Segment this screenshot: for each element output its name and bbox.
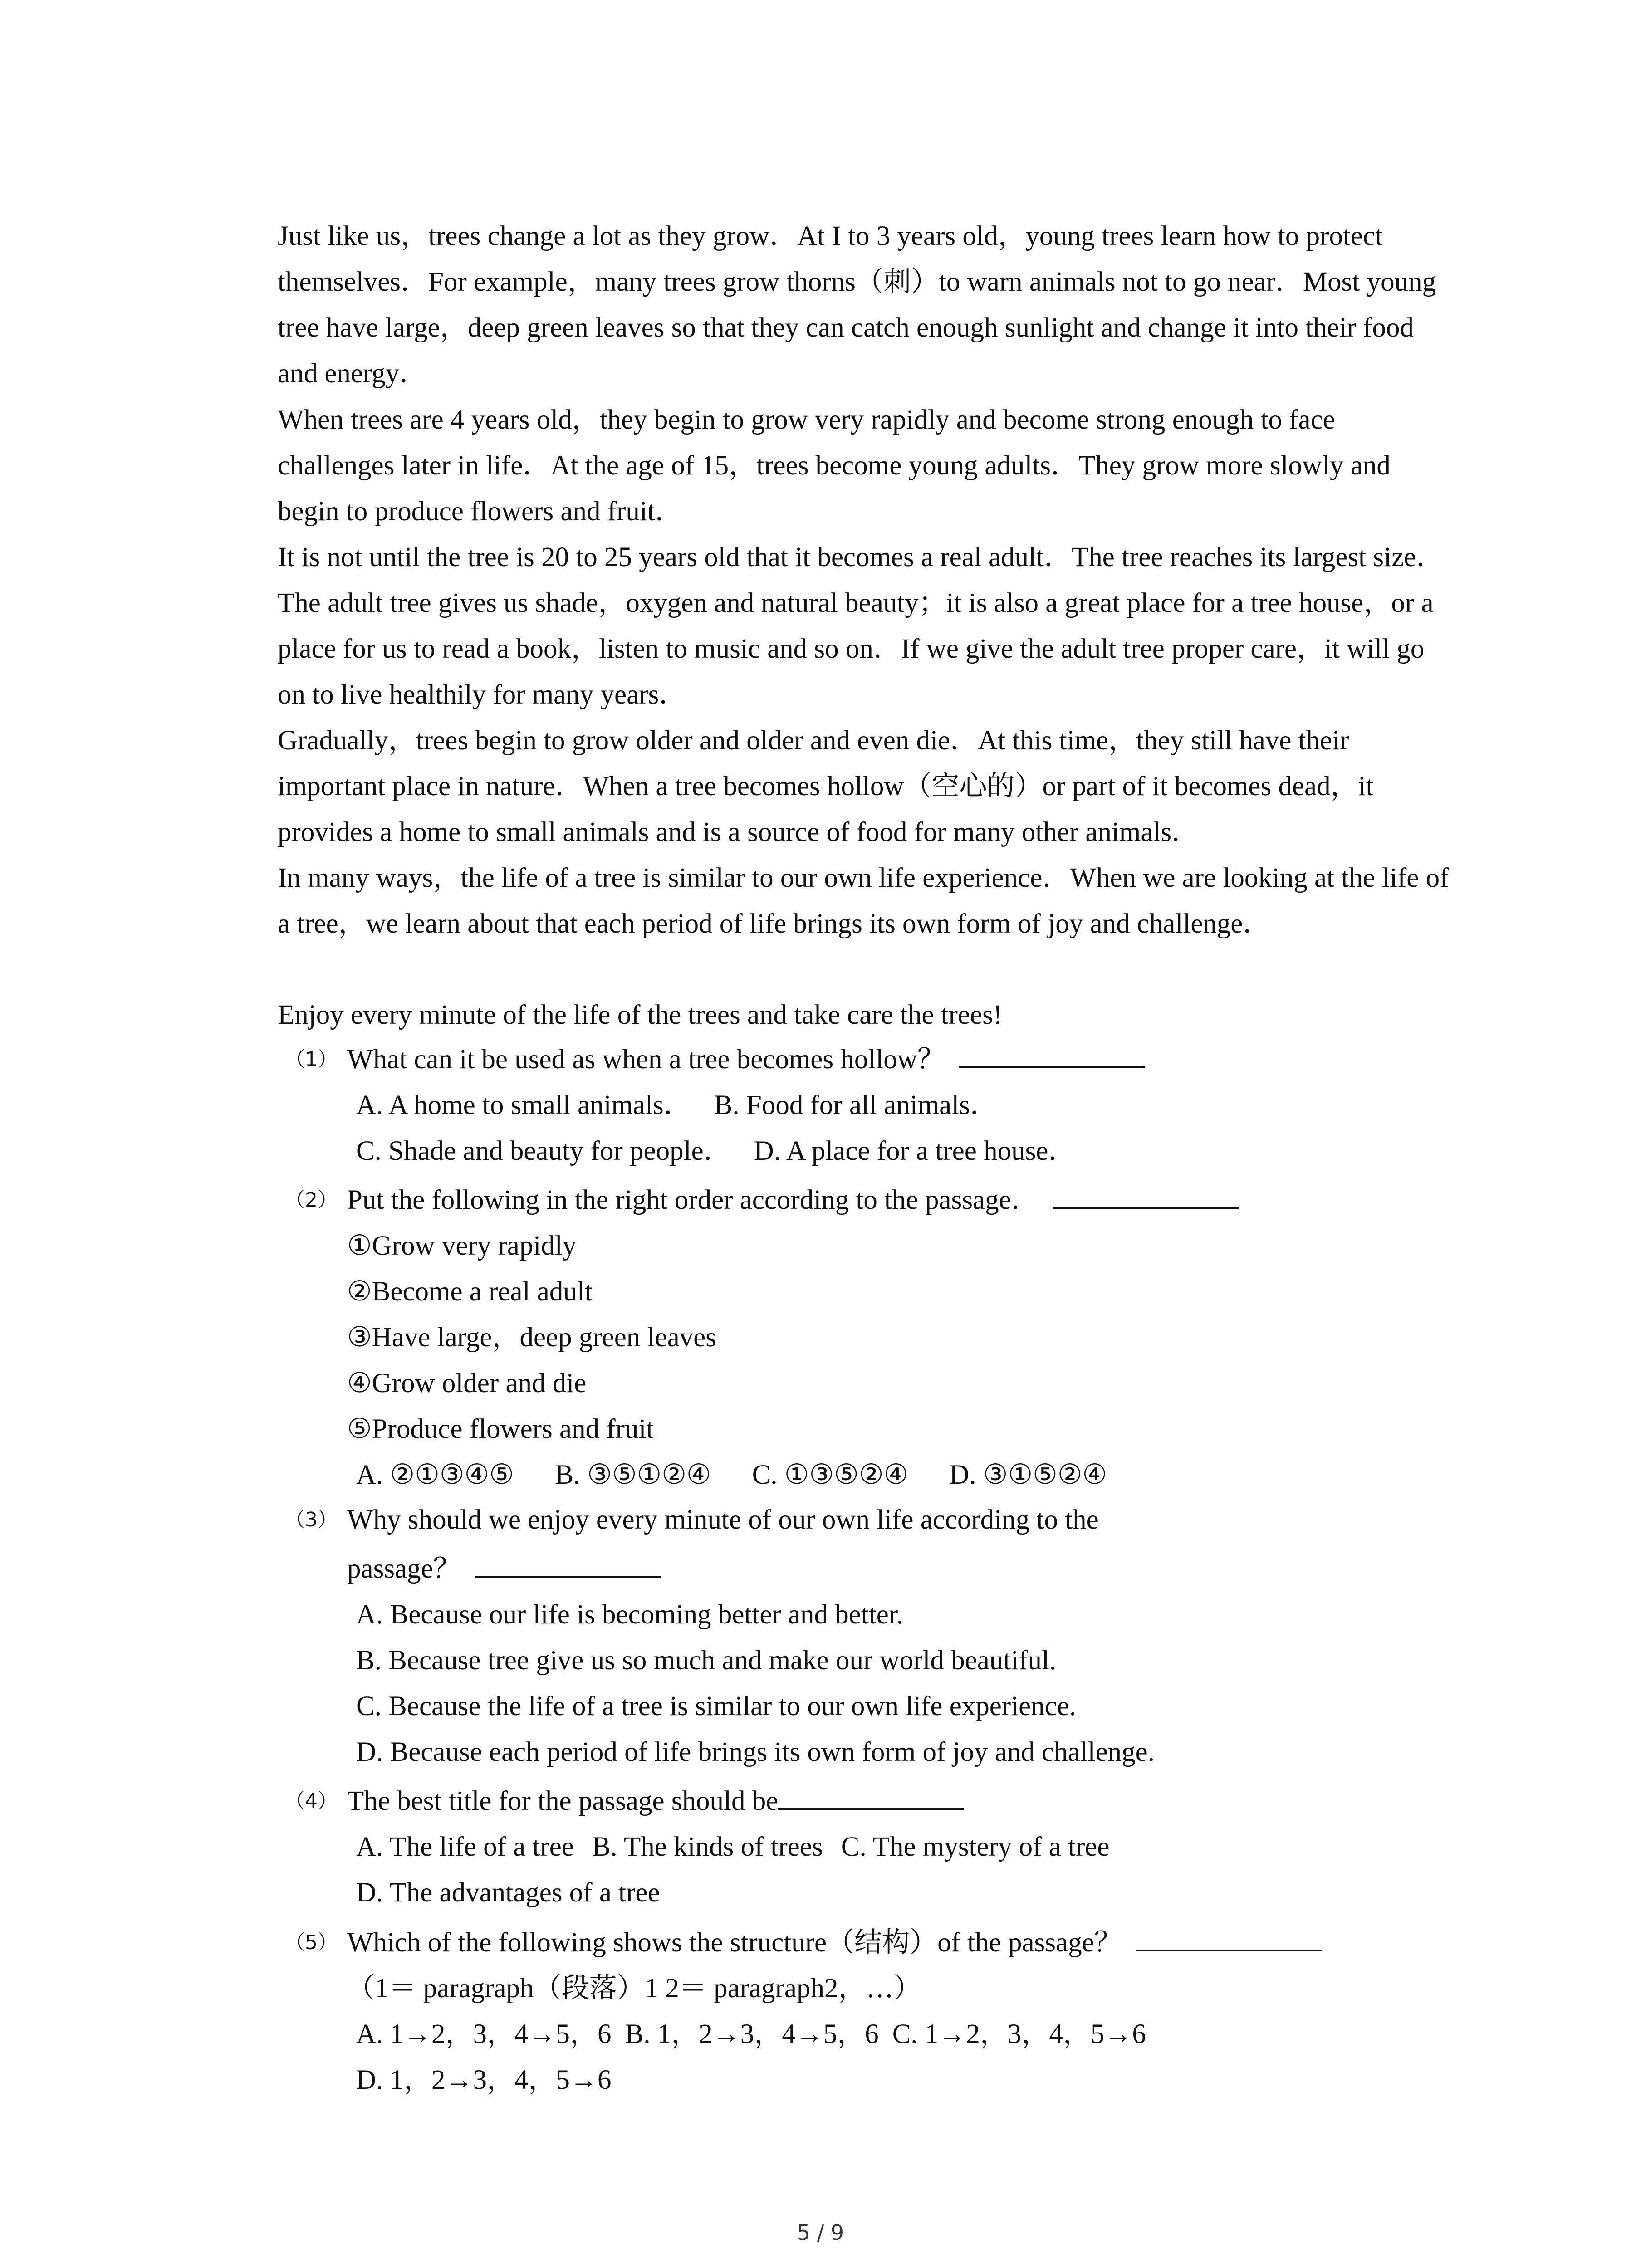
option-b[interactable]: B. Because tree give us so much and make our world beautiful. (356, 1645, 1057, 1676)
question-stem-text: The best title for the passage should be (347, 1786, 779, 1816)
question-number: （4） (285, 1789, 338, 1813)
option-b[interactable]: B. The kinds of trees (592, 1832, 823, 1862)
option-b[interactable]: B. ③⑤①②④ (554, 1460, 711, 1490)
passage-paragraph-3: It is not until the tree is 20 to 25 years old that it becomes a real adult．The tree reaches its largest size．The adult tree gives us shade，oxygen and natural beauty；it is also a great place for a tree house，or a place for us to read a book，listen to music and so on．If we give the adult tree proper care，it will go on to live healthily for many years． (278, 542, 1444, 710)
option-d[interactable]: D. ③①⑤②④ (949, 1460, 1107, 1490)
question-stem-text: Which of the following shows the structure（结构）of the passage？ (347, 1927, 1122, 1958)
option-a[interactable]: A. A home to small animals． (356, 1090, 691, 1120)
order-step: ①Grow very rapidly (347, 1231, 577, 1261)
question-stem (347, 1920, 1391, 1965)
answer-blank[interactable] (475, 1549, 661, 1578)
option-c[interactable]: C. 1→2，3，4，5→6 (892, 2019, 1146, 2049)
option-c[interactable]: C. Shade and beauty for people． (356, 1136, 731, 1166)
option-a[interactable]: A. Because our life is becoming better and better. (356, 1599, 904, 1630)
question-stem-text: What can it be used as when a tree becomes hollow？ (347, 1044, 945, 1075)
answer-blank[interactable] (1053, 1181, 1239, 1209)
option-line (356, 2011, 1445, 2057)
passage-paragraph-1: Just like us，trees change a lot as they grow．At I to 3 years old，young trees learn how to protect themselves．For example，many trees grow thorns（刺）to warn animals not to go near．Most young tree have large，deep green leaves so that they can catch enough sunlight and change it into their food and energy． (278, 221, 1436, 389)
question-stem (347, 1778, 1391, 1824)
order-step: ②Become a real adult (347, 1276, 593, 1307)
passage-paragraph-4: Gradually，trees begin to grow older and older and even die．At this time，they still have their important place in nature．When a tree becomes hollow（空心的）or part of it becomes dead，it provides a home to small animals and is a source of food for many other animals． (278, 725, 1374, 847)
passage-paragraph-5: In many ways，the life of a tree is similar to our own life experience．When we are looking at the life of a tree，we learn about that each period of life brings its own form of joy and challenge． (278, 863, 1449, 939)
option-d[interactable]: D. 1，2→3，4，5→6 (356, 2065, 612, 2095)
question-stem (347, 1177, 1391, 1223)
option-line (356, 1082, 1445, 1128)
option-b[interactable]: B. 1，2→3，4→5，6 (625, 2019, 879, 2049)
answer-blank[interactable] (778, 1782, 964, 1810)
question-number: （1） (285, 1048, 338, 1071)
question-stem-text: passage？ (347, 1554, 461, 1584)
option-c[interactable]: C. Because the life of a tree is similar to our own life experience. (356, 1691, 1077, 1721)
option-b[interactable]: B. Food for all animals． (714, 1090, 998, 1120)
question-number: （2） (285, 1188, 338, 1212)
option-c[interactable]: C. The mystery of a tree (841, 1832, 1110, 1862)
option-c[interactable]: C. ①③⑤②④ (752, 1460, 909, 1490)
structure-note: （1＝ paragraph（段落）1 2＝ paragraph2，…） (347, 1973, 921, 2004)
order-step: ③Have large，deep green leaves (347, 1322, 716, 1353)
order-step: ⑤Produce flowers and fruit (347, 1414, 654, 1444)
option-a[interactable]: A. The life of a tree (356, 1832, 574, 1862)
option-line (356, 1824, 1445, 1870)
question-stem (347, 1036, 1391, 1082)
question-stem-text: Put the following in the right order according to the passage． (347, 1185, 1039, 1215)
page-number: 5 / 9 (797, 2220, 844, 2245)
answer-blank[interactable] (1136, 1923, 1322, 1951)
option-a[interactable]: A. ②①③④⑤ (356, 1460, 514, 1490)
question-stem-line-1: Why should we enjoy every minute of our own life according to the (347, 1505, 1099, 1535)
option-d[interactable]: D. A place for a tree house． (754, 1136, 1076, 1166)
option-d[interactable]: D. The advantages of a tree (356, 1877, 660, 1908)
option-line (356, 1452, 1445, 1498)
question-number: （5） (285, 1931, 338, 1954)
order-step: ④Grow older and die (347, 1368, 587, 1398)
option-line (356, 1128, 1445, 1174)
option-d[interactable]: D. Because each period of life brings its own form of joy and challenge. (356, 1737, 1155, 1767)
passage-paragraph-6: Enjoy every minute of the life of the trees and take care the trees! (278, 1000, 1003, 1030)
option-a[interactable]: A. 1→2，3，4→5，6 (356, 2019, 612, 2049)
question-number: （3） (285, 1508, 338, 1531)
passage-paragraph-2: When trees are 4 years old，they begin to grow very rapidly and become strong enough to face challenges later in life．At the age of 15，trees become young adults．They grow more slowly and begin to produce flowers and fruit． (278, 405, 1391, 527)
question-stem-line-2 (347, 1546, 1391, 1592)
answer-blank[interactable] (959, 1040, 1145, 1068)
